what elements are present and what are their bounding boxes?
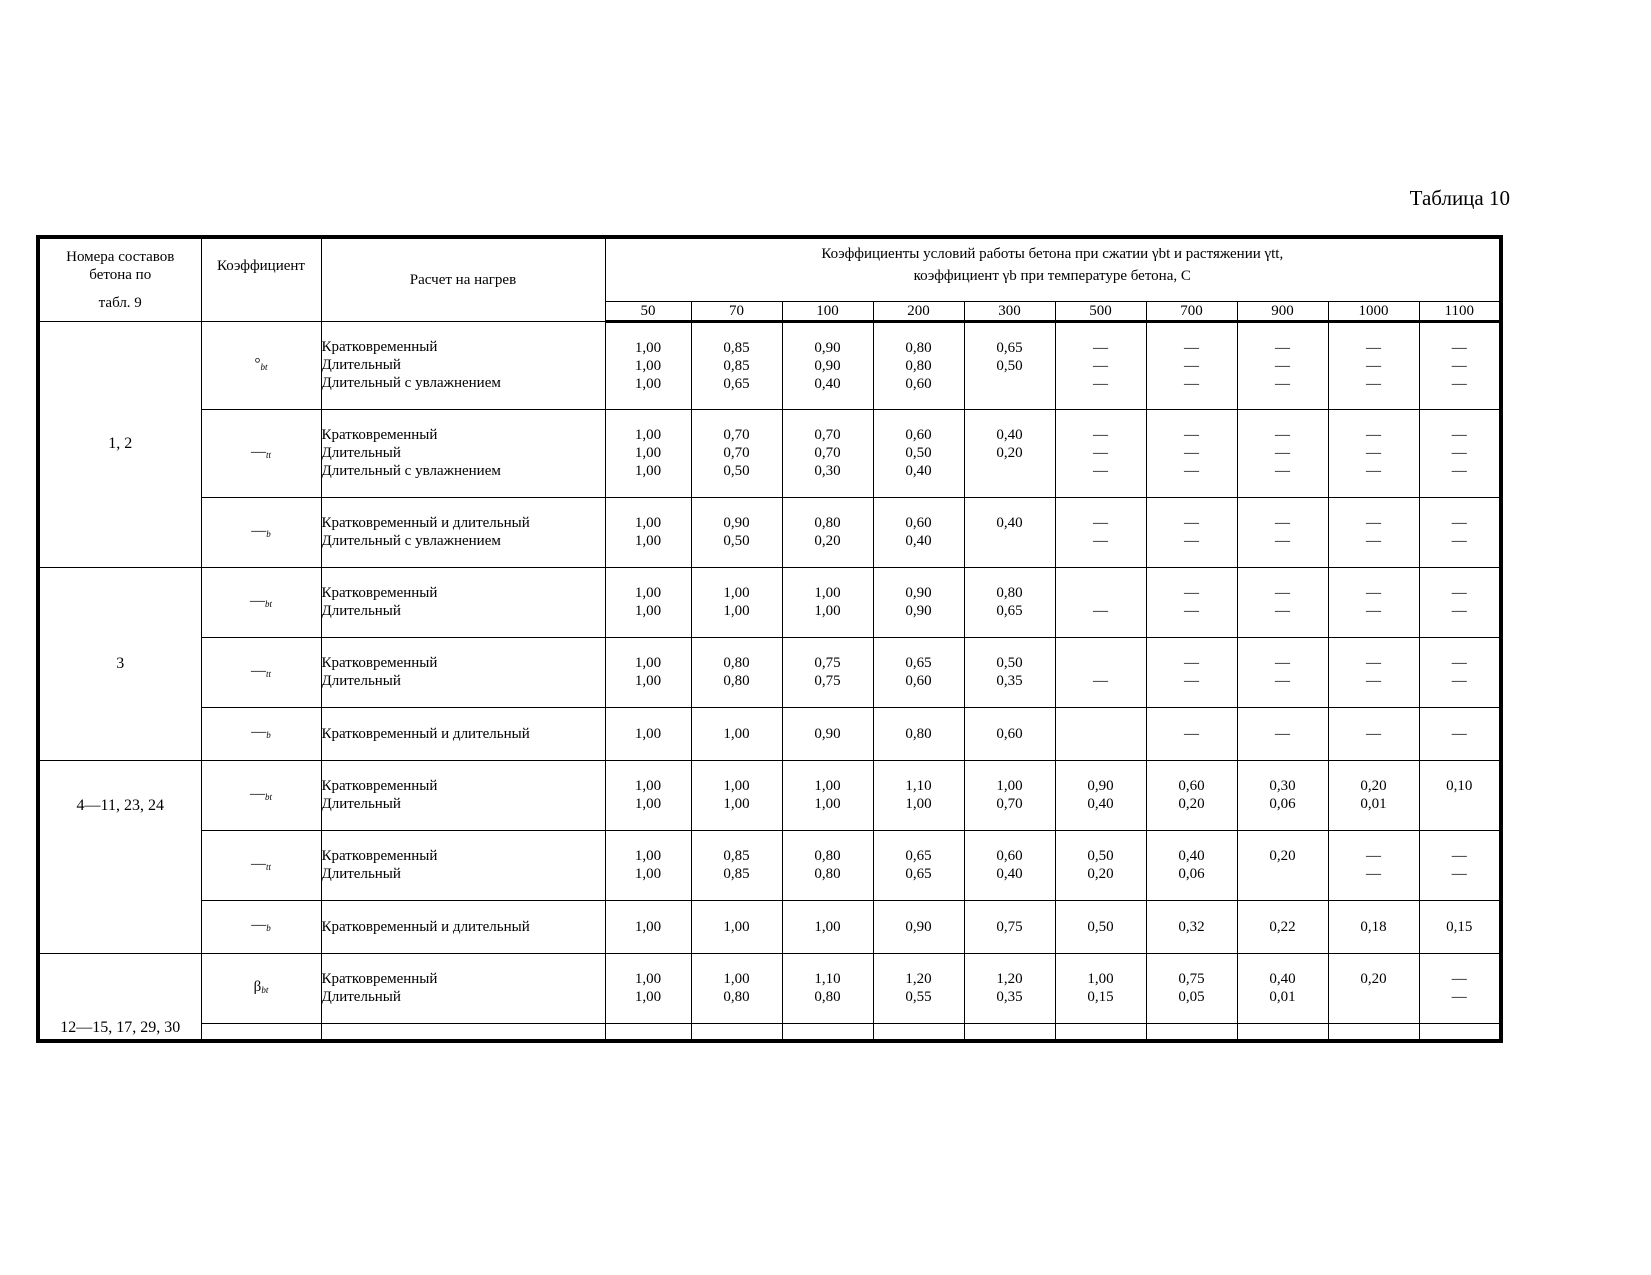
value-cell: 0,90 0,50 (691, 497, 782, 567)
value-cell: — — (1328, 497, 1419, 567)
value-cell: 0,60 0,20 (1146, 760, 1237, 830)
value-cell: 0,20 0,01 (1328, 760, 1419, 830)
temperature-header: 100 (782, 301, 873, 321)
value-cell: — — (1055, 497, 1146, 567)
value-cell: 1,00 0,15 (1055, 953, 1146, 1023)
header-coefficients-title: Коэффициенты условий работы бетона при сжатии γbt и растяжении γtt, коэффициент γb при температуре бетона, С (605, 237, 1501, 301)
value-cell: 0,75 0,75 (782, 637, 873, 707)
value-cell: 0,60 (964, 707, 1055, 760)
value-cell: 0,90 0,90 (873, 567, 964, 637)
empty-cell (605, 1023, 691, 1041)
table-row (38, 830, 1501, 900)
calculation-type: Кратковременный Длительный (321, 953, 605, 1023)
value-cell: 1,00 1,00 (782, 567, 873, 637)
value-cell: 0,60 0,50 0,40 (873, 409, 964, 497)
calculation-type: Кратковременный Длительный (321, 567, 605, 637)
value-cell: 0,75 0,05 (1146, 953, 1237, 1023)
value-cell: — (1055, 567, 1146, 637)
value-cell: — — (1419, 830, 1501, 900)
calculation-type: Кратковременный и длительный (321, 707, 605, 760)
empty-cell (1237, 1023, 1328, 1041)
empty-cell (1419, 1023, 1501, 1041)
calculation-type: Кратковременный и длительный (321, 900, 605, 953)
value-cell (1055, 707, 1146, 760)
temperature-header: 900 (1237, 301, 1328, 321)
value-cell: — — (1237, 567, 1328, 637)
group-label: 1, 2 (38, 321, 201, 567)
value-cell: — — — (1055, 409, 1146, 497)
table-row (38, 497, 1501, 567)
value-cell: 0,40 0,01 (1237, 953, 1328, 1023)
empty-cell (321, 1023, 605, 1041)
value-cell: 1,00 (691, 900, 782, 953)
value-cell: 0,70 0,70 0,50 (691, 409, 782, 497)
value-cell: 1,00 1,00 (605, 637, 691, 707)
value-cell: — — (1328, 830, 1419, 900)
value-cell: 0,80 0,80 (691, 637, 782, 707)
value-cell: — — — (1146, 409, 1237, 497)
value-cell: — (1146, 707, 1237, 760)
temperature-header: 200 (873, 301, 964, 321)
value-cell: — — — (1146, 321, 1237, 409)
value-cell: 0,50 (1055, 900, 1146, 953)
value-cell: 0,20 (1328, 953, 1419, 1023)
value-cell: — — — (1055, 321, 1146, 409)
calculation-type: Кратковременный Длительный (321, 830, 605, 900)
temperature-header: 50 (605, 301, 691, 321)
table-row (38, 567, 1501, 637)
value-cell: 1,10 0,80 (782, 953, 873, 1023)
empty-cell (1146, 1023, 1237, 1041)
value-cell: 1,00 1,00 1,00 (605, 321, 691, 409)
table-row (38, 321, 1501, 409)
value-cell: — (1419, 707, 1501, 760)
header-coefficient: Коэффициент (201, 237, 321, 321)
table-row (38, 760, 1501, 830)
value-cell: 1,00 1,00 1,00 (605, 409, 691, 497)
temperature-header: 700 (1146, 301, 1237, 321)
header-group-numbers: Номера составов бетона по табл. 9 (38, 237, 201, 321)
temperature-header: 1100 (1419, 301, 1501, 321)
value-cell: 1,00 1,00 (605, 567, 691, 637)
value-cell: 1,00 1,00 (691, 567, 782, 637)
value-cell: 0,75 (964, 900, 1055, 953)
value-cell: 0,22 (1237, 900, 1328, 953)
coefficient-symbol: $—_b$ (201, 900, 321, 953)
value-cell: — — (1237, 637, 1328, 707)
table-row (38, 900, 1501, 953)
value-cell: 0,40 (964, 497, 1055, 567)
coefficient-symbol: $^\circ_{bt}$ (201, 321, 321, 409)
value-cell: — — (1146, 637, 1237, 707)
calculation-type: Кратковременный Длительный Длительный с увлажнением (321, 409, 605, 497)
value-cell: 0,85 0,85 0,65 (691, 321, 782, 409)
temperature-header: 1000 (1328, 301, 1419, 321)
group-label: 4—11, 23, 24 (38, 760, 201, 953)
empty-cell (1328, 1023, 1419, 1041)
value-cell: 0,50 0,35 (964, 637, 1055, 707)
empty-cell (964, 1023, 1055, 1041)
value-cell: 0,10 (1419, 760, 1501, 830)
value-cell: 0,80 0,20 (782, 497, 873, 567)
value-cell: 0,90 (782, 707, 873, 760)
value-cell: 0,85 0,85 (691, 830, 782, 900)
value-cell: 1,00 0,70 (964, 760, 1055, 830)
value-cell: — — — (1328, 321, 1419, 409)
coefficient-symbol: $—_{tt}$ (201, 409, 321, 497)
value-cell: — — (1237, 497, 1328, 567)
value-cell: — — (1328, 567, 1419, 637)
value-cell: 0,60 0,40 (873, 497, 964, 567)
value-cell: — — (1419, 953, 1501, 1023)
value-cell: 1,00 (605, 707, 691, 760)
value-cell: 1,00 (782, 900, 873, 953)
value-cell: — — (1419, 497, 1501, 567)
value-cell: 1,00 1,00 (605, 497, 691, 567)
coefficient-symbol: $—_{tt}$ (201, 830, 321, 900)
table-row (38, 953, 1501, 1023)
value-cell: 0,80 0,80 0,60 (873, 321, 964, 409)
value-cell: 1,00 0,80 (691, 953, 782, 1023)
value-cell: 0,32 (1146, 900, 1237, 953)
value-cell: — — (1419, 567, 1501, 637)
value-cell: — — — (1419, 321, 1501, 409)
value-cell: — — — (1237, 321, 1328, 409)
value-cell: 0,18 (1328, 900, 1419, 953)
empty-cell (1055, 1023, 1146, 1041)
value-cell: — — (1328, 637, 1419, 707)
value-cell: 1,20 0,35 (964, 953, 1055, 1023)
calculation-type: Кратковременный Длительный (321, 760, 605, 830)
coefficient-symbol: $\beta_{bt}$ (201, 953, 321, 1023)
value-cell: — (1328, 707, 1419, 760)
calculation-type: Кратковременный Длительный (321, 637, 605, 707)
value-cell: 0,80 0,65 (964, 567, 1055, 637)
value-cell: 0,80 0,80 (782, 830, 873, 900)
temperature-header: 70 (691, 301, 782, 321)
coefficients-table (36, 235, 1503, 1043)
value-cell: — — (1146, 497, 1237, 567)
table-row (38, 637, 1501, 707)
value-cell: 0,80 (873, 707, 964, 760)
coefficient-symbol: $—_{bt}$ (201, 760, 321, 830)
value-cell: — — — (1419, 409, 1501, 497)
coefficient-symbol: $—_{tt}$ (201, 637, 321, 707)
value-cell: 0,65 0,65 (873, 830, 964, 900)
table-row (38, 409, 1501, 497)
coefficient-symbol: $—_b$ (201, 707, 321, 760)
value-cell: — — — (1328, 409, 1419, 497)
value-cell: 0,30 0,06 (1237, 760, 1328, 830)
table-row-empty (38, 1023, 1501, 1041)
value-cell: 0,65 0,60 (873, 637, 964, 707)
temperature-header: 500 (1055, 301, 1146, 321)
empty-cell (691, 1023, 782, 1041)
temperature-header: 300 (964, 301, 1055, 321)
coefficient-symbol: $—_b$ (201, 497, 321, 567)
calculation-type: Кратковременный Длительный Длительный с увлажнением (321, 321, 605, 409)
value-cell: — (1237, 707, 1328, 760)
coefficient-symbol: $—_{bt}$ (201, 567, 321, 637)
empty-cell (782, 1023, 873, 1041)
value-cell: — — — (1237, 409, 1328, 497)
group-label: 3 (38, 567, 201, 760)
value-cell: 0,15 (1419, 900, 1501, 953)
value-cell: 1,00 1,00 (605, 830, 691, 900)
value-cell: 0,40 0,06 (1146, 830, 1237, 900)
group-label: 12—15, 17, 29, 30 (38, 953, 201, 1041)
header-calculation: Расчет на нагрев (321, 237, 605, 321)
value-cell: — (1055, 637, 1146, 707)
value-cell: 1,00 1,00 (605, 760, 691, 830)
value-cell: 0,90 0,90 0,40 (782, 321, 873, 409)
calculation-type: Кратковременный и длительный Длительный с увлажнением (321, 497, 605, 567)
value-cell: 1,00 (605, 900, 691, 953)
value-cell: — — (1419, 637, 1501, 707)
empty-cell (873, 1023, 964, 1041)
value-cell: 0,70 0,70 0,30 (782, 409, 873, 497)
value-cell: 1,00 1,00 (605, 953, 691, 1023)
value-cell: 1,20 0,55 (873, 953, 964, 1023)
value-cell: 1,00 1,00 (782, 760, 873, 830)
value-cell: 0,40 0,20 (964, 409, 1055, 497)
value-cell: 0,90 (873, 900, 964, 953)
value-cell: 0,50 0,20 (1055, 830, 1146, 900)
value-cell: 0,20 (1237, 830, 1328, 900)
empty-cell (201, 1023, 321, 1041)
value-cell: 1,00 1,00 (691, 760, 782, 830)
value-cell: 1,10 1,00 (873, 760, 964, 830)
table-row (38, 707, 1501, 760)
value-cell: 1,00 (691, 707, 782, 760)
value-cell: — — (1146, 567, 1237, 637)
table-caption: Таблица 10 (1409, 186, 1510, 210)
value-cell: 0,65 0,50 (964, 321, 1055, 409)
value-cell: 0,90 0,40 (1055, 760, 1146, 830)
value-cell: 0,60 0,40 (964, 830, 1055, 900)
